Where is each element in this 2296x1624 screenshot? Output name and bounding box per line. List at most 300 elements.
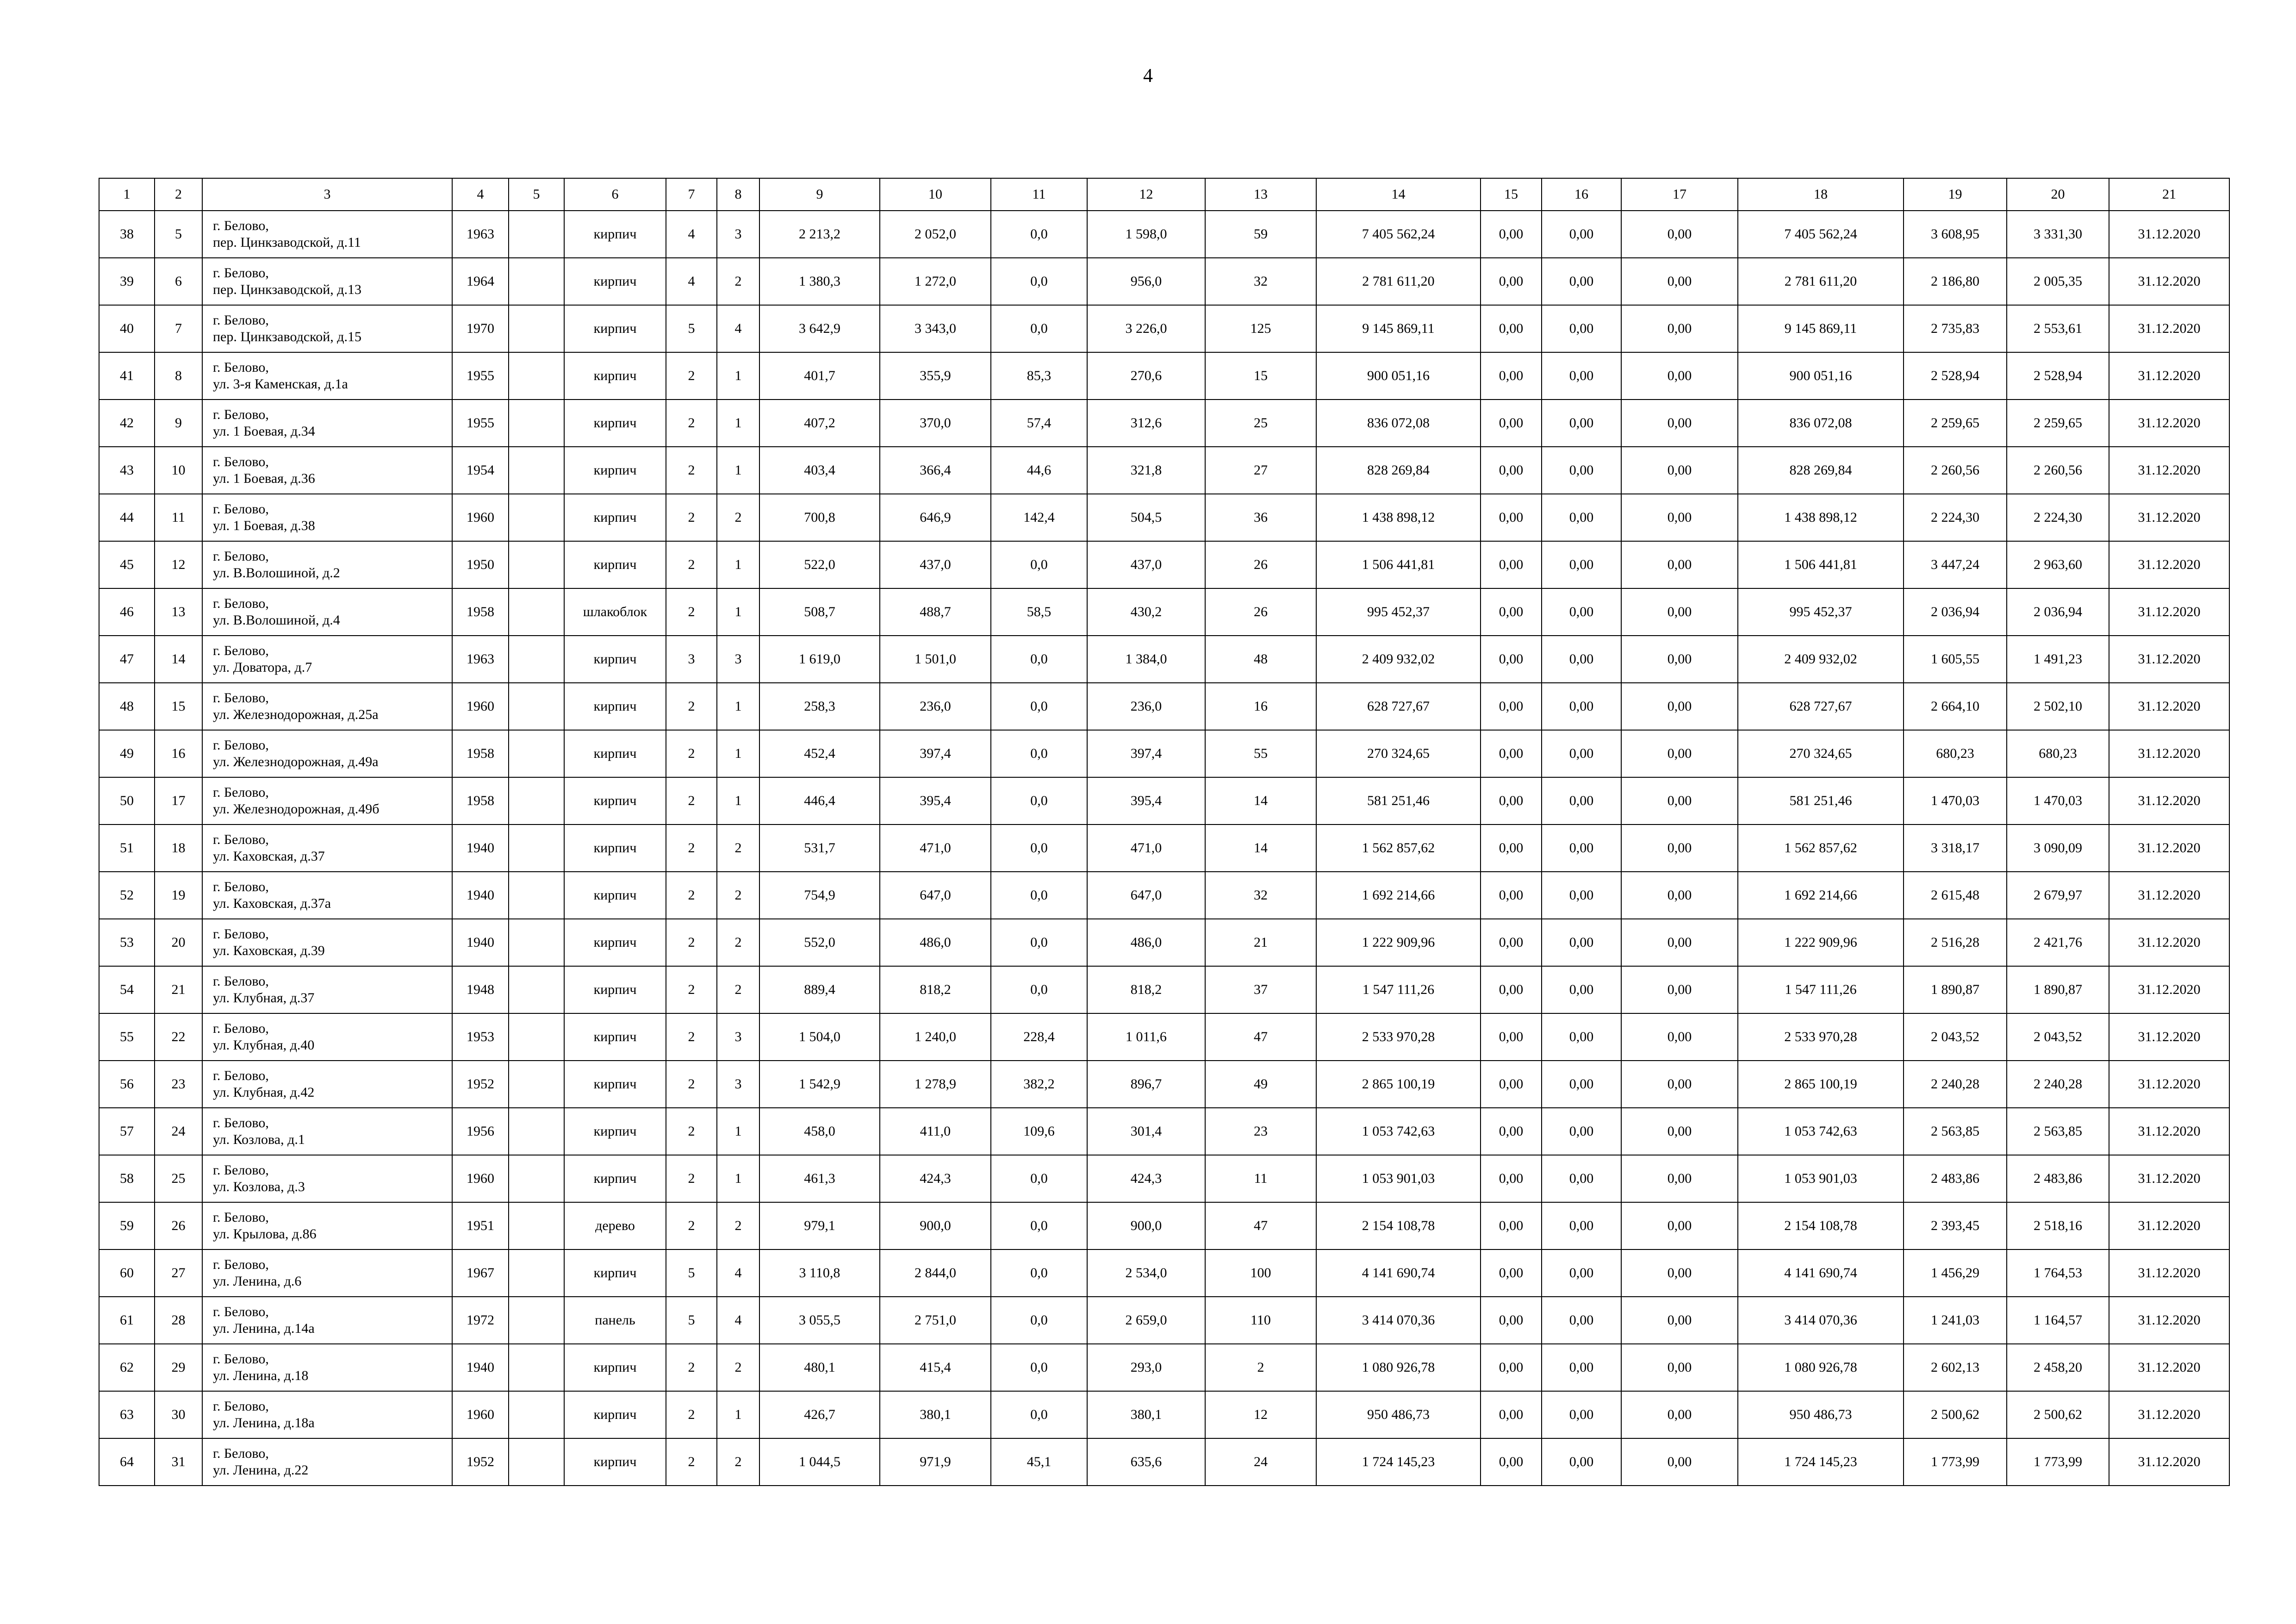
table-cell-col-10: 397,4 bbox=[880, 730, 991, 777]
address-line: г. Белово, bbox=[213, 926, 269, 942]
table-cell-col-20: 2 259,65 bbox=[2007, 400, 2109, 447]
table-cell-col-21: 31.12.2020 bbox=[2109, 258, 2229, 305]
address-cell bbox=[202, 636, 452, 683]
table-cell-col-7: 2 bbox=[666, 872, 717, 919]
table-cell-col-12: 437,0 bbox=[1087, 541, 1205, 588]
table-cell-col-12: 3 226,0 bbox=[1087, 305, 1205, 352]
table-cell-col-7: 5 bbox=[666, 1249, 717, 1297]
table-cell-col-5 bbox=[509, 541, 564, 588]
table-cell-col-11: 0,0 bbox=[991, 730, 1087, 777]
table-cell-col-14: 581 251,46 bbox=[1316, 777, 1481, 824]
table-cell-col-11: 85,3 bbox=[991, 352, 1087, 400]
table-cell-col-20: 2 224,30 bbox=[2007, 494, 2109, 541]
table-cell-col-5 bbox=[509, 683, 564, 730]
table-body bbox=[99, 211, 2229, 1486]
address-cell bbox=[202, 447, 452, 494]
address-cell bbox=[202, 352, 452, 400]
address-line: г. Белово, bbox=[213, 360, 269, 375]
table-cell-col-12: 504,5 bbox=[1087, 494, 1205, 541]
table-cell-col-13: 49 bbox=[1205, 1061, 1316, 1108]
table-cell-col-16: 0,00 bbox=[1542, 1297, 1621, 1344]
table-cell-col-12: 956,0 bbox=[1087, 258, 1205, 305]
table-cell-col-12: 312,6 bbox=[1087, 400, 1205, 447]
address-cell bbox=[202, 305, 452, 352]
table-cell-col-6: кирпич bbox=[564, 400, 666, 447]
column-header-10: 10 bbox=[880, 178, 991, 211]
table-cell-col-12: 395,4 bbox=[1087, 777, 1205, 824]
address-line: г. Белово, bbox=[213, 879, 269, 894]
table-cell-col-19: 2 240,28 bbox=[1904, 1061, 2007, 1108]
table-cell-col-9: 403,4 bbox=[759, 447, 880, 494]
table-cell-col-20: 2 240,28 bbox=[2007, 1061, 2109, 1108]
table-row bbox=[99, 636, 2229, 683]
table-cell-col-19: 2 043,52 bbox=[1904, 1013, 2007, 1061]
table-cell-col-4: 1960 bbox=[452, 494, 509, 541]
housing-registry-table bbox=[99, 178, 2230, 1486]
address-cell bbox=[202, 541, 452, 588]
address-line: ул. Козлова, д.3 bbox=[213, 1179, 305, 1194]
table-cell-col-17: 0,00 bbox=[1621, 730, 1738, 777]
table-cell-col-2: 25 bbox=[155, 1155, 202, 1202]
table-cell-col-5 bbox=[509, 1108, 564, 1155]
table-cell-col-18: 2 533 970,28 bbox=[1738, 1013, 1904, 1061]
table-cell-col-15: 0,00 bbox=[1481, 1108, 1542, 1155]
address-cell bbox=[202, 1391, 452, 1438]
table-cell-col-6: кирпич bbox=[564, 211, 666, 258]
table-cell-col-17: 0,00 bbox=[1621, 1297, 1738, 1344]
table-cell-col-17: 0,00 bbox=[1621, 541, 1738, 588]
table-row bbox=[99, 730, 2229, 777]
table-cell-col-2: 18 bbox=[155, 824, 202, 872]
table-cell-col-12: 430,2 bbox=[1087, 588, 1205, 636]
address-cell bbox=[202, 1061, 452, 1108]
table-cell-col-17: 0,00 bbox=[1621, 1391, 1738, 1438]
table-cell-col-18: 3 414 070,36 bbox=[1738, 1297, 1904, 1344]
table-cell-col-10: 486,0 bbox=[880, 919, 991, 966]
table-cell-col-14: 1 562 857,62 bbox=[1316, 824, 1481, 872]
table-cell-col-1: 46 bbox=[99, 588, 155, 636]
table-cell-col-4: 1956 bbox=[452, 1108, 509, 1155]
table-cell-col-19: 1 241,03 bbox=[1904, 1297, 2007, 1344]
table-cell-col-4: 1940 bbox=[452, 824, 509, 872]
table-cell-col-2: 27 bbox=[155, 1249, 202, 1297]
table-cell-col-6: кирпич bbox=[564, 1108, 666, 1155]
address-line: ул. Каховская, д.37 bbox=[213, 849, 325, 864]
table-cell-col-6: кирпич bbox=[564, 1438, 666, 1486]
table-cell-col-11: 0,0 bbox=[991, 1202, 1087, 1249]
table-cell-col-15: 0,00 bbox=[1481, 211, 1542, 258]
table-cell-col-11: 142,4 bbox=[991, 494, 1087, 541]
table-cell-col-6: кирпич bbox=[564, 636, 666, 683]
table-cell-col-11: 0,0 bbox=[991, 1344, 1087, 1391]
table-cell-col-2: 5 bbox=[155, 211, 202, 258]
table-cell-col-20: 1 764,53 bbox=[2007, 1249, 2109, 1297]
table-cell-col-18: 1 438 898,12 bbox=[1738, 494, 1904, 541]
table-cell-col-8: 1 bbox=[717, 400, 759, 447]
table-cell-col-2: 24 bbox=[155, 1108, 202, 1155]
table-cell-col-11: 0,0 bbox=[991, 1155, 1087, 1202]
table-cell-col-11: 58,5 bbox=[991, 588, 1087, 636]
column-header-19: 19 bbox=[1904, 178, 2007, 211]
table-cell-col-16: 0,00 bbox=[1542, 1013, 1621, 1061]
table-cell-col-20: 2 518,16 bbox=[2007, 1202, 2109, 1249]
table-cell-col-8: 3 bbox=[717, 211, 759, 258]
table-cell-col-4: 1952 bbox=[452, 1438, 509, 1486]
table-cell-col-5 bbox=[509, 1202, 564, 1249]
table-cell-col-17: 0,00 bbox=[1621, 1013, 1738, 1061]
table-cell-col-4: 1950 bbox=[452, 541, 509, 588]
table-cell-col-16: 0,00 bbox=[1542, 1249, 1621, 1297]
table-cell-col-2: 12 bbox=[155, 541, 202, 588]
table-cell-col-2: 29 bbox=[155, 1344, 202, 1391]
address-line: ул. Каховская, д.37а bbox=[213, 896, 331, 911]
table-cell-col-1: 44 bbox=[99, 494, 155, 541]
table-cell-col-13: 16 bbox=[1205, 683, 1316, 730]
table-cell-col-13: 15 bbox=[1205, 352, 1316, 400]
address-line: г. Белово, bbox=[213, 1304, 269, 1319]
table-cell-col-16: 0,00 bbox=[1542, 305, 1621, 352]
table-row bbox=[99, 1297, 2229, 1344]
address-line: ул. Ленина, д.18 bbox=[213, 1368, 309, 1383]
table-cell-col-1: 58 bbox=[99, 1155, 155, 1202]
table-cell-col-10: 647,0 bbox=[880, 872, 991, 919]
table-cell-col-8: 1 bbox=[717, 1391, 759, 1438]
table-cell-col-4: 1940 bbox=[452, 919, 509, 966]
address-line: г. Белово, bbox=[213, 785, 269, 800]
table-cell-col-4: 1953 bbox=[452, 1013, 509, 1061]
table-cell-col-20: 2 043,52 bbox=[2007, 1013, 2109, 1061]
table-cell-col-10: 415,4 bbox=[880, 1344, 991, 1391]
table-cell-col-13: 47 bbox=[1205, 1202, 1316, 1249]
table-cell-col-18: 1 692 214,66 bbox=[1738, 872, 1904, 919]
table-cell-col-6: кирпич bbox=[564, 258, 666, 305]
table-row bbox=[99, 1061, 2229, 1108]
table-cell-col-2: 28 bbox=[155, 1297, 202, 1344]
table-cell-col-17: 0,00 bbox=[1621, 1438, 1738, 1486]
table-cell-col-14: 995 452,37 bbox=[1316, 588, 1481, 636]
table-cell-col-14: 1 506 441,81 bbox=[1316, 541, 1481, 588]
column-header-12: 12 bbox=[1087, 178, 1205, 211]
address-cell bbox=[202, 1013, 452, 1061]
table-cell-col-21: 31.12.2020 bbox=[2109, 730, 2229, 777]
table-cell-col-4: 1948 bbox=[452, 966, 509, 1013]
table-cell-col-21: 31.12.2020 bbox=[2109, 683, 2229, 730]
table-cell-col-12: 647,0 bbox=[1087, 872, 1205, 919]
table-cell-col-14: 2 154 108,78 bbox=[1316, 1202, 1481, 1249]
table-cell-col-10: 488,7 bbox=[880, 588, 991, 636]
table-cell-col-13: 2 bbox=[1205, 1344, 1316, 1391]
table-cell-col-17: 0,00 bbox=[1621, 919, 1738, 966]
address-line: г. Белово, bbox=[213, 454, 269, 469]
table-cell-col-12: 818,2 bbox=[1087, 966, 1205, 1013]
table-cell-col-10: 424,3 bbox=[880, 1155, 991, 1202]
table-cell-col-18: 828 269,84 bbox=[1738, 447, 1904, 494]
table-cell-col-4: 1967 bbox=[452, 1249, 509, 1297]
address-line: ул. Козлова, д.1 bbox=[213, 1132, 305, 1147]
table-cell-col-15: 0,00 bbox=[1481, 400, 1542, 447]
column-header-4: 4 bbox=[452, 178, 509, 211]
table-cell-col-11: 382,2 bbox=[991, 1061, 1087, 1108]
table-cell-col-12: 2 534,0 bbox=[1087, 1249, 1205, 1297]
table-cell-col-10: 366,4 bbox=[880, 447, 991, 494]
table-cell-col-5 bbox=[509, 1013, 564, 1061]
table-cell-col-14: 1 724 145,23 bbox=[1316, 1438, 1481, 1486]
table-cell-col-8: 2 bbox=[717, 824, 759, 872]
table-cell-col-4: 1960 bbox=[452, 683, 509, 730]
table-cell-col-9: 552,0 bbox=[759, 919, 880, 966]
table-cell-col-1: 64 bbox=[99, 1438, 155, 1486]
table-cell-col-15: 0,00 bbox=[1481, 824, 1542, 872]
table-cell-col-5 bbox=[509, 919, 564, 966]
address-line: г. Белово, bbox=[213, 643, 269, 658]
table-cell-col-6: кирпич bbox=[564, 730, 666, 777]
table-cell-col-5 bbox=[509, 588, 564, 636]
table-cell-col-19: 1 773,99 bbox=[1904, 1438, 2007, 1486]
column-header-2: 2 bbox=[155, 178, 202, 211]
table-cell-col-21: 31.12.2020 bbox=[2109, 1391, 2229, 1438]
table-cell-col-17: 0,00 bbox=[1621, 1249, 1738, 1297]
table-cell-col-5 bbox=[509, 258, 564, 305]
table-cell-col-15: 0,00 bbox=[1481, 494, 1542, 541]
table-cell-col-17: 0,00 bbox=[1621, 1108, 1738, 1155]
table-row bbox=[99, 1391, 2229, 1438]
table-cell-col-1: 62 bbox=[99, 1344, 155, 1391]
table-row bbox=[99, 1344, 2229, 1391]
table-cell-col-14: 2 781 611,20 bbox=[1316, 258, 1481, 305]
table-cell-col-5 bbox=[509, 352, 564, 400]
table-cell-col-17: 0,00 bbox=[1621, 400, 1738, 447]
table-cell-col-17: 0,00 bbox=[1621, 872, 1738, 919]
table-cell-col-9: 1 044,5 bbox=[759, 1438, 880, 1486]
table-cell-col-4: 1972 bbox=[452, 1297, 509, 1344]
table-cell-col-8: 2 bbox=[717, 966, 759, 1013]
table-cell-col-9: 1 542,9 bbox=[759, 1061, 880, 1108]
table-cell-col-10: 971,9 bbox=[880, 1438, 991, 1486]
table-cell-col-10: 437,0 bbox=[880, 541, 991, 588]
table-cell-col-11: 0,0 bbox=[991, 919, 1087, 966]
table-cell-col-7: 2 bbox=[666, 1013, 717, 1061]
table-cell-col-4: 1954 bbox=[452, 447, 509, 494]
address-line: ул. В.Волошиной, д.4 bbox=[213, 612, 340, 628]
table-row bbox=[99, 258, 2229, 305]
column-header-8: 8 bbox=[717, 178, 759, 211]
address-line: ул. Ленина, д.18а bbox=[213, 1415, 315, 1430]
address-cell bbox=[202, 588, 452, 636]
address-line: г. Белово, bbox=[213, 832, 269, 847]
column-header-11: 11 bbox=[991, 178, 1087, 211]
table-cell-col-21: 31.12.2020 bbox=[2109, 636, 2229, 683]
table-cell-col-16: 0,00 bbox=[1542, 1155, 1621, 1202]
table-cell-col-15: 0,00 bbox=[1481, 258, 1542, 305]
table-row bbox=[99, 824, 2229, 872]
table-cell-col-14: 1 692 214,66 bbox=[1316, 872, 1481, 919]
table-cell-col-19: 2 260,56 bbox=[1904, 447, 2007, 494]
table-cell-col-6: кирпич bbox=[564, 1391, 666, 1438]
table-cell-col-7: 2 bbox=[666, 400, 717, 447]
column-number-row bbox=[99, 178, 2229, 211]
table-cell-col-14: 828 269,84 bbox=[1316, 447, 1481, 494]
table-cell-col-5 bbox=[509, 777, 564, 824]
table-cell-col-20: 2 528,94 bbox=[2007, 352, 2109, 400]
table-cell-col-18: 2 154 108,78 bbox=[1738, 1202, 1904, 1249]
table-cell-col-9: 461,3 bbox=[759, 1155, 880, 1202]
table-cell-col-13: 25 bbox=[1205, 400, 1316, 447]
table-cell-col-21: 31.12.2020 bbox=[2109, 966, 2229, 1013]
table-cell-col-1: 59 bbox=[99, 1202, 155, 1249]
table-cell-col-10: 370,0 bbox=[880, 400, 991, 447]
table-cell-col-13: 23 bbox=[1205, 1108, 1316, 1155]
table-cell-col-14: 9 145 869,11 bbox=[1316, 305, 1481, 352]
table-cell-col-15: 0,00 bbox=[1481, 447, 1542, 494]
table-cell-col-19: 2 563,85 bbox=[1904, 1108, 2007, 1155]
table-cell-col-6: панель bbox=[564, 1297, 666, 1344]
table-cell-col-7: 2 bbox=[666, 494, 717, 541]
table-cell-col-20: 1 773,99 bbox=[2007, 1438, 2109, 1486]
table-row bbox=[99, 541, 2229, 588]
table-cell-col-5 bbox=[509, 824, 564, 872]
address-line: ул. Ленина, д.14а bbox=[213, 1321, 315, 1336]
table-cell-col-12: 486,0 bbox=[1087, 919, 1205, 966]
table-cell-col-12: 2 659,0 bbox=[1087, 1297, 1205, 1344]
table-cell-col-7: 2 bbox=[666, 1108, 717, 1155]
table-cell-col-2: 16 bbox=[155, 730, 202, 777]
column-header-1: 1 bbox=[99, 178, 155, 211]
table-cell-col-20: 3 331,30 bbox=[2007, 211, 2109, 258]
table-cell-col-20: 2 500,62 bbox=[2007, 1391, 2109, 1438]
table-cell-col-1: 43 bbox=[99, 447, 155, 494]
table-cell-col-16: 0,00 bbox=[1542, 1061, 1621, 1108]
column-header-7: 7 bbox=[666, 178, 717, 211]
table-cell-col-10: 1 278,9 bbox=[880, 1061, 991, 1108]
table-cell-col-10: 2 751,0 bbox=[880, 1297, 991, 1344]
table-cell-col-16: 0,00 bbox=[1542, 541, 1621, 588]
table-cell-col-20: 1 890,87 bbox=[2007, 966, 2109, 1013]
table-cell-col-7: 2 bbox=[666, 588, 717, 636]
table-cell-col-15: 0,00 bbox=[1481, 352, 1542, 400]
table-cell-col-16: 0,00 bbox=[1542, 730, 1621, 777]
table-cell-col-9: 3 110,8 bbox=[759, 1249, 880, 1297]
table-cell-col-5 bbox=[509, 872, 564, 919]
table-cell-col-20: 2 036,94 bbox=[2007, 588, 2109, 636]
address-cell bbox=[202, 211, 452, 258]
table-cell-col-11: 0,0 bbox=[991, 258, 1087, 305]
table-cell-col-6: кирпич bbox=[564, 1155, 666, 1202]
table-cell-col-18: 1 080 926,78 bbox=[1738, 1344, 1904, 1391]
table-cell-col-21: 31.12.2020 bbox=[2109, 1297, 2229, 1344]
table-cell-col-13: 47 bbox=[1205, 1013, 1316, 1061]
table-cell-col-9: 1 380,3 bbox=[759, 258, 880, 305]
table-cell-col-11: 0,0 bbox=[991, 1391, 1087, 1438]
table-cell-col-7: 2 bbox=[666, 447, 717, 494]
table-cell-col-10: 2 052,0 bbox=[880, 211, 991, 258]
table-row bbox=[99, 683, 2229, 730]
table-cell-col-4: 1955 bbox=[452, 352, 509, 400]
table-cell-col-1: 61 bbox=[99, 1297, 155, 1344]
table-cell-col-16: 0,00 bbox=[1542, 211, 1621, 258]
table-row bbox=[99, 1202, 2229, 1249]
table-cell-col-13: 27 bbox=[1205, 447, 1316, 494]
table-cell-col-2: 7 bbox=[155, 305, 202, 352]
address-line: г. Белово, bbox=[213, 737, 269, 753]
table-cell-col-5 bbox=[509, 730, 564, 777]
table-cell-col-8: 4 bbox=[717, 1249, 759, 1297]
table-row bbox=[99, 494, 2229, 541]
table-cell-col-15: 0,00 bbox=[1481, 305, 1542, 352]
table-cell-col-21: 31.12.2020 bbox=[2109, 447, 2229, 494]
table-cell-col-1: 55 bbox=[99, 1013, 155, 1061]
table-cell-col-20: 2 963,60 bbox=[2007, 541, 2109, 588]
table-cell-col-9: 522,0 bbox=[759, 541, 880, 588]
table-cell-col-12: 236,0 bbox=[1087, 683, 1205, 730]
table-cell-col-18: 1 562 857,62 bbox=[1738, 824, 1904, 872]
table-cell-col-15: 0,00 bbox=[1481, 1013, 1542, 1061]
table-cell-col-20: 2 260,56 bbox=[2007, 447, 2109, 494]
table-cell-col-2: 6 bbox=[155, 258, 202, 305]
table-cell-col-8: 2 bbox=[717, 1202, 759, 1249]
table-cell-col-9: 3 642,9 bbox=[759, 305, 880, 352]
table-cell-col-11: 0,0 bbox=[991, 1297, 1087, 1344]
column-header-21: 21 bbox=[2109, 178, 2229, 211]
address-line: ул. 1 Боевая, д.34 bbox=[213, 424, 315, 439]
table-cell-col-19: 2 224,30 bbox=[1904, 494, 2007, 541]
table-cell-col-10: 395,4 bbox=[880, 777, 991, 824]
table-cell-col-4: 1940 bbox=[452, 1344, 509, 1391]
table-cell-col-10: 1 240,0 bbox=[880, 1013, 991, 1061]
column-header-5: 5 bbox=[509, 178, 564, 211]
table-cell-col-21: 31.12.2020 bbox=[2109, 919, 2229, 966]
table-cell-col-21: 31.12.2020 bbox=[2109, 400, 2229, 447]
table-cell-col-19: 3 608,95 bbox=[1904, 211, 2007, 258]
table-cell-col-17: 0,00 bbox=[1621, 683, 1738, 730]
address-cell bbox=[202, 1202, 452, 1249]
table-cell-col-2: 30 bbox=[155, 1391, 202, 1438]
address-line: г. Белово, bbox=[213, 501, 269, 517]
table-cell-col-13: 100 bbox=[1205, 1249, 1316, 1297]
table-cell-col-5 bbox=[509, 494, 564, 541]
address-line: ул. Ленина, д.6 bbox=[213, 1274, 302, 1289]
table-cell-col-8: 3 bbox=[717, 1013, 759, 1061]
table-cell-col-4: 1963 bbox=[452, 636, 509, 683]
address-line: г. Белово, bbox=[213, 1068, 269, 1083]
table-cell-col-19: 2 500,62 bbox=[1904, 1391, 2007, 1438]
table-cell-col-7: 4 bbox=[666, 258, 717, 305]
table-cell-col-19: 1 470,03 bbox=[1904, 777, 2007, 824]
table-cell-col-19: 1 890,87 bbox=[1904, 966, 2007, 1013]
column-header-13: 13 bbox=[1205, 178, 1316, 211]
table-cell-col-17: 0,00 bbox=[1621, 1202, 1738, 1249]
table-cell-col-2: 20 bbox=[155, 919, 202, 966]
table-cell-col-8: 2 bbox=[717, 494, 759, 541]
table-cell-col-13: 21 bbox=[1205, 919, 1316, 966]
table-cell-col-8: 1 bbox=[717, 1155, 759, 1202]
column-header-18: 18 bbox=[1738, 178, 1904, 211]
table-cell-col-7: 2 bbox=[666, 777, 717, 824]
address-line: ул. Крылова, д.86 bbox=[213, 1226, 317, 1242]
table-cell-col-6: кирпич bbox=[564, 305, 666, 352]
table-cell-col-18: 1 053 901,03 bbox=[1738, 1155, 1904, 1202]
table-cell-col-19: 680,23 bbox=[1904, 730, 2007, 777]
table-cell-col-1: 60 bbox=[99, 1249, 155, 1297]
table-cell-col-18: 836 072,08 bbox=[1738, 400, 1904, 447]
table-cell-col-16: 0,00 bbox=[1542, 400, 1621, 447]
table-cell-col-19: 2 615,48 bbox=[1904, 872, 2007, 919]
table-cell-col-12: 270,6 bbox=[1087, 352, 1205, 400]
table-cell-col-9: 531,7 bbox=[759, 824, 880, 872]
table-cell-col-9: 446,4 bbox=[759, 777, 880, 824]
table-cell-col-12: 380,1 bbox=[1087, 1391, 1205, 1438]
table-cell-col-17: 0,00 bbox=[1621, 1344, 1738, 1391]
table-cell-col-21: 31.12.2020 bbox=[2109, 1438, 2229, 1486]
